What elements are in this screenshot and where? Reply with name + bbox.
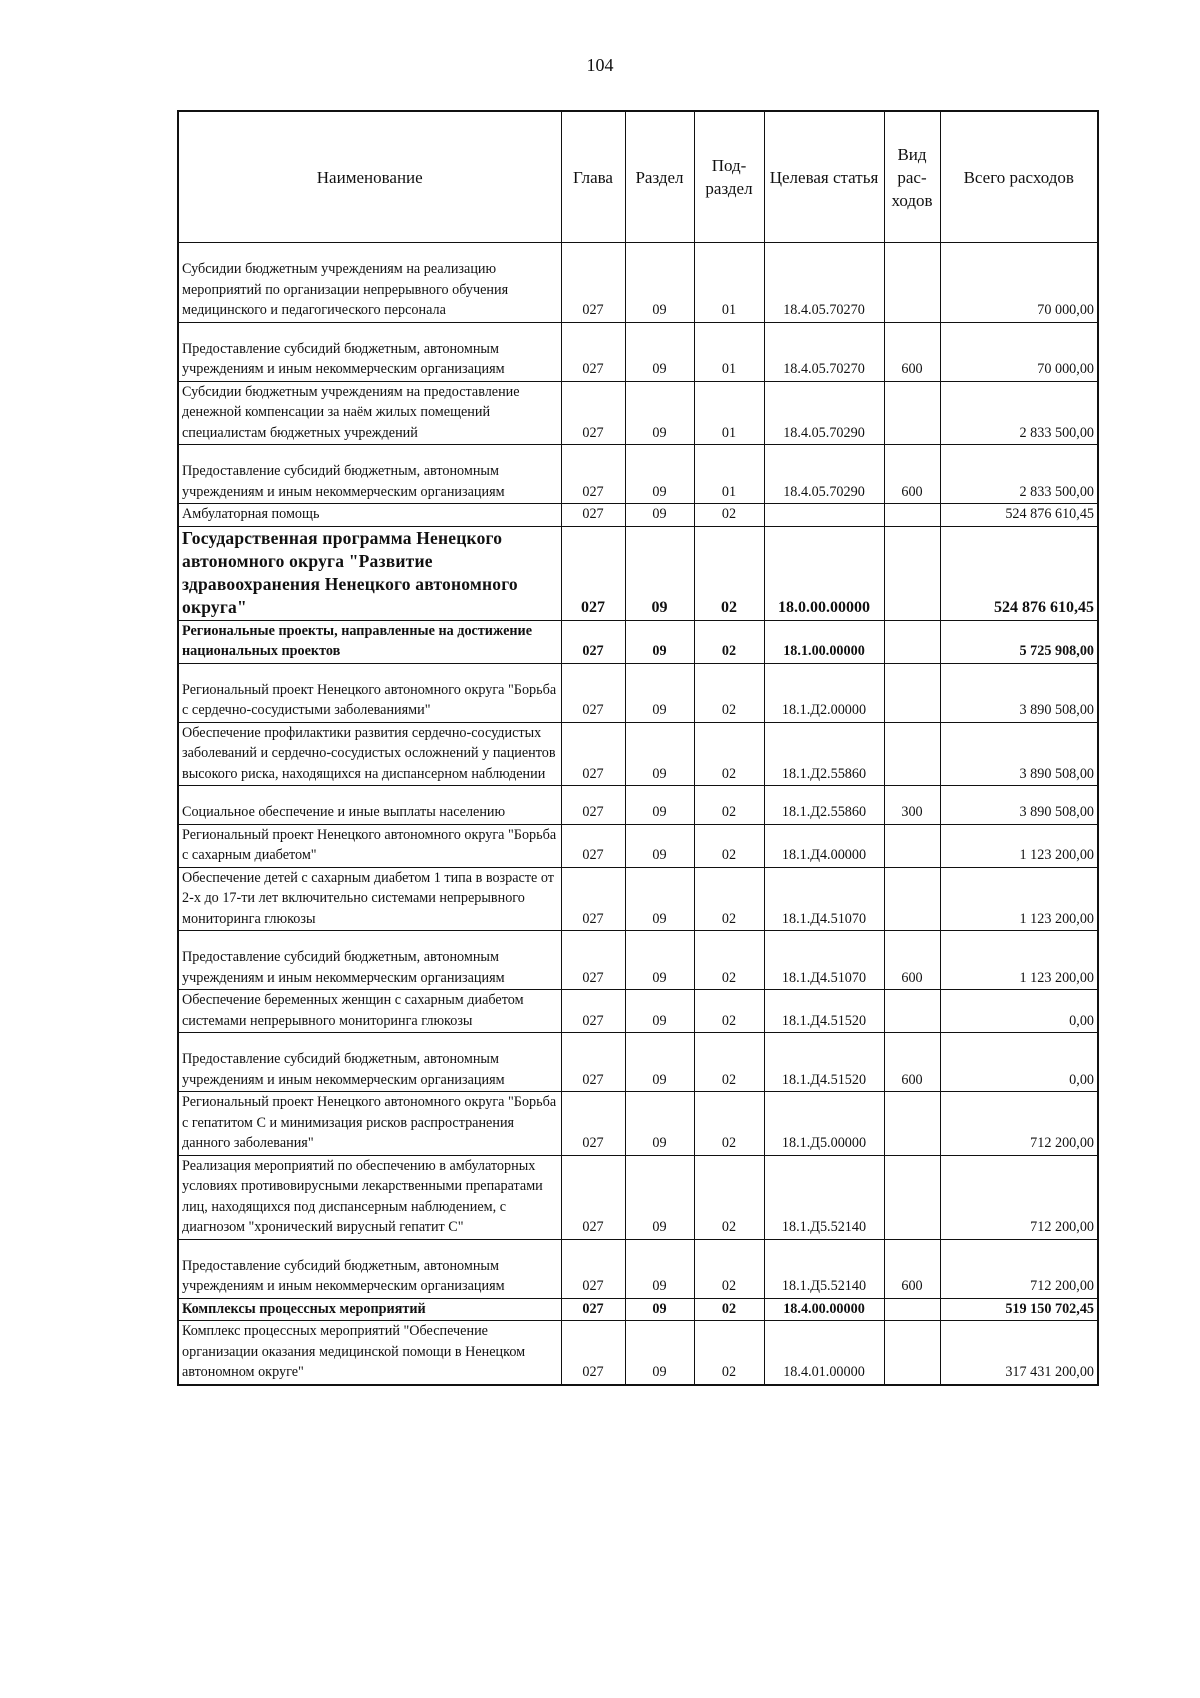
cell-podrazdel: 02 [694,786,764,825]
cell-vsego: 712 200,00 [940,1155,1098,1239]
cell-vsego: 2 833 500,00 [940,381,1098,445]
cell-name: Субсидии бюджетным учреждениям на предоставление денежной компенсации за наём жилых помещений специалистам бюджетных учреждений [178,381,561,445]
cell-razdel: 09 [625,526,694,620]
cell-vid [884,990,940,1033]
cell-vid: 600 [884,322,940,381]
cell-vsego: 0,00 [940,990,1098,1033]
cell-glava: 027 [561,1155,625,1239]
cell-podrazdel: 02 [694,931,764,990]
cell-razdel: 09 [625,1033,694,1092]
table-row [178,504,1098,527]
cell-celevaya: 18.1.Д4.51520 [764,990,884,1033]
cell-vsego: 317 431 200,00 [940,1321,1098,1385]
cell-celevaya: 18.1.00.00000 [764,620,884,663]
cell-razdel: 09 [625,1155,694,1239]
cell-vsego: 524 876 610,45 [940,504,1098,527]
cell-celevaya: 18.4.05.70270 [764,243,884,323]
cell-glava: 027 [561,786,625,825]
cell-vsego: 519 150 702,45 [940,1298,1098,1321]
cell-razdel: 09 [625,931,694,990]
cell-vid: 600 [884,445,940,504]
cell-glava: 027 [561,322,625,381]
cell-vsego: 70 000,00 [940,243,1098,323]
cell-podrazdel: 02 [694,663,764,722]
cell-vsego: 1 123 200,00 [940,824,1098,867]
cell-razdel: 09 [625,381,694,445]
cell-vsego: 2 833 500,00 [940,445,1098,504]
table-row [178,445,1098,504]
cell-podrazdel: 02 [694,1321,764,1385]
header-glava: Глава [561,111,625,243]
cell-name: Социальное обеспечение и иные выплаты населению [178,786,561,825]
cell-celevaya: 18.4.01.00000 [764,1321,884,1385]
cell-vsego: 5 725 908,00 [940,620,1098,663]
cell-celevaya: 18.1.Д2.55860 [764,786,884,825]
cell-podrazdel: 01 [694,445,764,504]
cell-podrazdel: 02 [694,1092,764,1156]
cell-celevaya: 18.0.00.00000 [764,526,884,620]
cell-celevaya: 18.1.Д2.55860 [764,722,884,786]
cell-glava: 027 [561,663,625,722]
cell-vid [884,1321,940,1385]
cell-vsego: 3 890 508,00 [940,786,1098,825]
cell-podrazdel: 02 [694,990,764,1033]
cell-vid [884,243,940,323]
cell-name: Предоставление субсидий бюджетным, автономным учреждениям и иным некоммерческим организациям [178,1033,561,1092]
cell-glava: 027 [561,1033,625,1092]
cell-vid [884,504,940,527]
cell-celevaya: 18.4.05.70290 [764,381,884,445]
cell-name: Обеспечение профилактики развития сердечно-сосудистых заболеваний и сердечно-сосудистых осложнений у пациентов высокого риска, находящихся на диспансерном наблюдении [178,722,561,786]
cell-name: Предоставление субсидий бюджетным, автономным учреждениям и иным некоммерческим организациям [178,445,561,504]
cell-glava: 027 [561,1092,625,1156]
cell-vid [884,1092,940,1156]
cell-razdel: 09 [625,322,694,381]
cell-razdel: 09 [625,786,694,825]
cell-celevaya: 18.1.Д5.00000 [764,1092,884,1156]
cell-podrazdel: 01 [694,322,764,381]
cell-razdel: 09 [625,243,694,323]
cell-podrazdel: 01 [694,243,764,323]
cell-name: Региональный проект Ненецкого автономного округа "Борьба с сердечно-сосудистыми заболеваниями" [178,663,561,722]
cell-podrazdel: 02 [694,526,764,620]
cell-podrazdel: 02 [694,504,764,527]
cell-vsego: 3 890 508,00 [940,722,1098,786]
table-row [178,1092,1098,1156]
cell-celevaya: 18.1.Д4.51070 [764,867,884,931]
cell-razdel: 09 [625,867,694,931]
cell-razdel: 09 [625,445,694,504]
cell-celevaya [764,504,884,527]
cell-name: Реализация мероприятий по обеспечению в амбулаторных условиях противовирусными лекарственными препаратами лиц, находящихся под диспансерным наблюдением, с диагнозом "хронический вирусный гепатит С" [178,1155,561,1239]
page-number: 104 [586,55,614,75]
cell-vid [884,663,940,722]
table-header-row [178,111,1098,243]
cell-razdel: 09 [625,1298,694,1321]
cell-vid: 600 [884,1239,940,1298]
cell-name: Амбулаторная помощь [178,504,561,527]
cell-vsego: 0,00 [940,1033,1098,1092]
cell-razdel: 09 [625,990,694,1033]
cell-razdel: 09 [625,1092,694,1156]
cell-podrazdel: 02 [694,722,764,786]
cell-name: Обеспечение детей с сахарным диабетом 1 типа в возрасте от 2-х до 17-ти лет включительно системами непрерывного мониторинга глюкозы [178,867,561,931]
header-razdel: Раздел [625,111,694,243]
table-row [178,1033,1098,1092]
cell-celevaya: 18.4.05.70290 [764,445,884,504]
cell-glava: 027 [561,824,625,867]
cell-celevaya: 18.4.00.00000 [764,1298,884,1321]
cell-name: Региональный проект Ненецкого автономного округа "Борьба с гепатитом С и минимизация рисков распространения данного заболевания" [178,1092,561,1156]
cell-glava: 027 [561,931,625,990]
cell-vsego: 712 200,00 [940,1239,1098,1298]
cell-name: Региональный проект Ненецкого автономного округа "Борьба с сахарным диабетом" [178,824,561,867]
table-row [178,867,1098,931]
cell-glava: 027 [561,381,625,445]
cell-razdel: 09 [625,824,694,867]
cell-vsego: 524 876 610,45 [940,526,1098,620]
cell-celevaya: 18.1.Д4.51070 [764,931,884,990]
cell-glava: 027 [561,620,625,663]
cell-razdel: 09 [625,1239,694,1298]
cell-celevaya: 18.1.Д5.52140 [764,1239,884,1298]
cell-name: Обеспечение беременных женщин с сахарным диабетом системами непрерывного мониторинга глюкозы [178,990,561,1033]
cell-glava: 027 [561,1239,625,1298]
table-row [178,931,1098,990]
cell-vid [884,722,940,786]
cell-podrazdel: 01 [694,381,764,445]
header-vid: Вид рас-ходов [884,111,940,243]
table-row [178,990,1098,1033]
cell-celevaya: 18.4.05.70270 [764,322,884,381]
cell-vid [884,1298,940,1321]
cell-vid: 600 [884,1033,940,1092]
table-body [178,243,1098,1385]
cell-podrazdel: 02 [694,824,764,867]
cell-razdel: 09 [625,620,694,663]
table-row [178,1155,1098,1239]
cell-glava: 027 [561,1298,625,1321]
cell-name: Субсидии бюджетным учреждениям на реализацию мероприятий по организации непрерывного обучения медицинского и педагогического персонала [178,243,561,323]
table-row [178,786,1098,825]
cell-glava: 027 [561,867,625,931]
cell-name: Предоставление субсидий бюджетным, автономным учреждениям и иным некоммерческим организациям [178,322,561,381]
cell-name: Предоставление субсидий бюджетным, автономным учреждениям и иным некоммерческим организациям [178,1239,561,1298]
cell-vsego: 1 123 200,00 [940,931,1098,990]
table-row [178,526,1098,620]
cell-glava: 027 [561,526,625,620]
cell-name: Предоставление субсидий бюджетным, автономным учреждениям и иным некоммерческим организациям [178,931,561,990]
budget-table [177,110,1099,1386]
table-row [178,1298,1098,1321]
cell-vsego: 712 200,00 [940,1092,1098,1156]
cell-glava: 027 [561,990,625,1033]
cell-razdel: 09 [625,663,694,722]
cell-vid [884,1155,940,1239]
table-row [178,1321,1098,1385]
cell-podrazdel: 02 [694,1033,764,1092]
cell-podrazdel: 02 [694,620,764,663]
cell-name: Региональные проекты, направленные на достижение национальных проектов [178,620,561,663]
cell-vsego: 70 000,00 [940,322,1098,381]
header-podrazdel: Под-раздел [694,111,764,243]
cell-celevaya: 18.1.Д4.51520 [764,1033,884,1092]
cell-vid: 600 [884,931,940,990]
cell-podrazdel: 02 [694,1298,764,1321]
header-vsego: Всего расходов [940,111,1098,243]
cell-vid [884,526,940,620]
cell-vid [884,867,940,931]
cell-glava: 027 [561,722,625,786]
cell-glava: 027 [561,504,625,527]
cell-podrazdel: 02 [694,1239,764,1298]
cell-celevaya: 18.1.Д4.00000 [764,824,884,867]
cell-name: Комплекс процессных мероприятий "Обеспечение организации оказания медицинской помощи в Ненецком автономном округе" [178,1321,561,1385]
cell-vsego: 1 123 200,00 [940,867,1098,931]
cell-vid [884,620,940,663]
cell-razdel: 09 [625,722,694,786]
cell-glava: 027 [561,445,625,504]
cell-celevaya: 18.1.Д2.00000 [764,663,884,722]
cell-celevaya: 18.1.Д5.52140 [764,1155,884,1239]
cell-vid [884,824,940,867]
cell-vid: 300 [884,786,940,825]
cell-podrazdel: 02 [694,867,764,931]
table-row [178,381,1098,445]
cell-vsego: 3 890 508,00 [940,663,1098,722]
cell-glava: 027 [561,1321,625,1385]
cell-podrazdel: 02 [694,1155,764,1239]
table-row [178,824,1098,867]
header-name: Наименование [178,111,561,243]
table-row [178,722,1098,786]
cell-glava: 027 [561,243,625,323]
table-row [178,620,1098,663]
cell-vid [884,381,940,445]
cell-razdel: 09 [625,504,694,527]
table-row [178,663,1098,722]
header-celevaya: Целевая статья [764,111,884,243]
table-row [178,243,1098,323]
cell-razdel: 09 [625,1321,694,1385]
table-row [178,1239,1098,1298]
cell-name: Комплексы процессных мероприятий [178,1298,561,1321]
table-row [178,322,1098,381]
cell-name: Государственная программа Ненецкого автономного округа "Развитие здравоохранения Ненецкого автономного округа" [178,526,561,620]
